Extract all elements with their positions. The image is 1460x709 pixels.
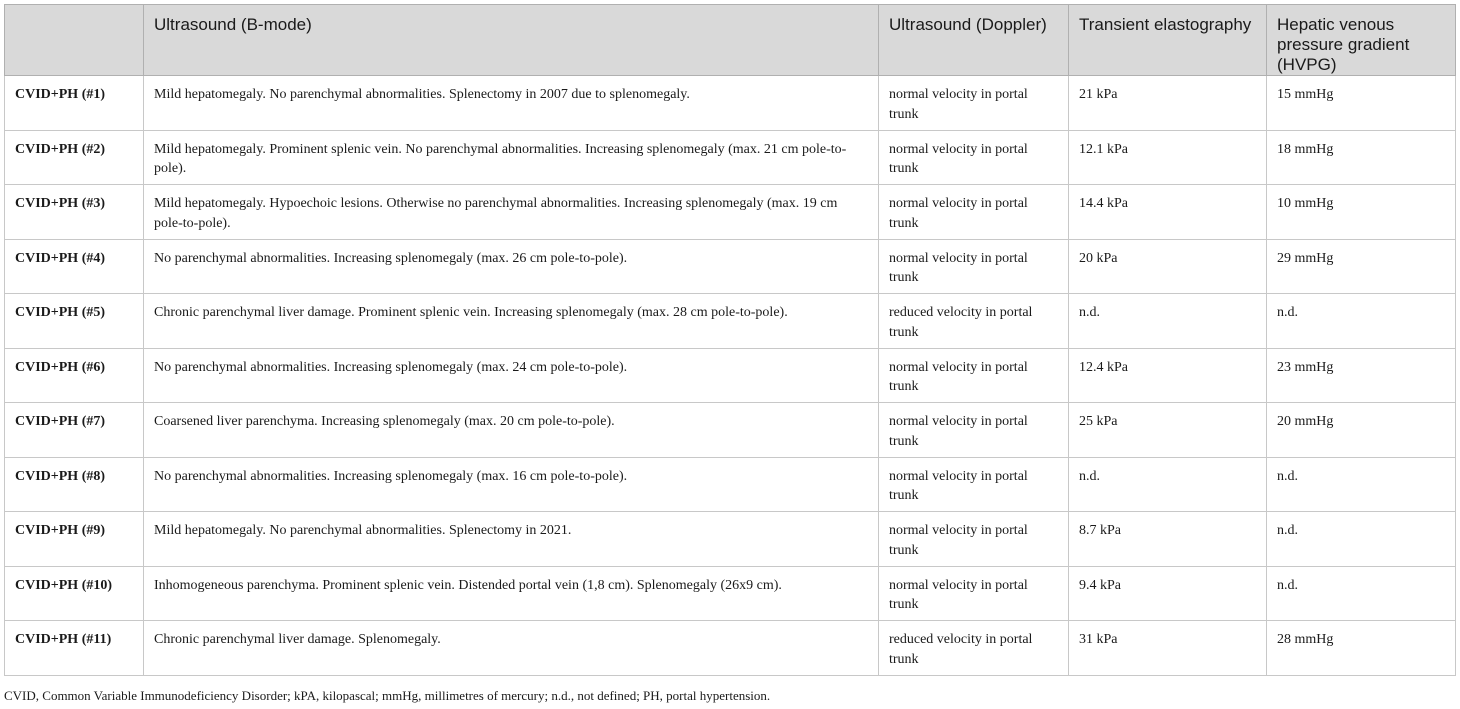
bmode-cell: No parenchymal abnormalities. Increasing splenomegaly (max. 24 cm pole-to-pole). <box>144 348 879 403</box>
table-row <box>5 348 1456 403</box>
table-row <box>5 239 1456 294</box>
bmode-cell: Coarsened liver parenchyma. Increasing splenomegaly (max. 20 cm pole-to-pole). <box>144 403 879 458</box>
row-label: CVID+PH (#1) <box>5 76 144 131</box>
bmode-cell: Mild hepatomegaly. Hypoechoic lesions. Otherwise no parenchymal abnormalities. Increasing splenomegaly (max. 19 cm pole-to-pole). <box>144 185 879 240</box>
doppler-cell: reduced velocity in portal trunk <box>879 294 1069 349</box>
hvpg-cell: n.d. <box>1267 566 1456 621</box>
bmode-cell: No parenchymal abnormalities. Increasing splenomegaly (max. 16 cm pole-to-pole). <box>144 457 879 512</box>
hvpg-cell: 10 mmHg <box>1267 185 1456 240</box>
row-label: CVID+PH (#7) <box>5 403 144 458</box>
hvpg-cell: n.d. <box>1267 457 1456 512</box>
row-label: CVID+PH (#4) <box>5 239 144 294</box>
doppler-cell: normal velocity in portal trunk <box>879 76 1069 131</box>
hvpg-cell: 20 mmHg <box>1267 403 1456 458</box>
row-label: CVID+PH (#6) <box>5 348 144 403</box>
elastography-cell: 14.4 kPa <box>1069 185 1267 240</box>
elastography-cell: 12.4 kPa <box>1069 348 1267 403</box>
bmode-cell: Chronic parenchymal liver damage. Prominent splenic vein. Increasing splenomegaly (max. 28 cm pole-to-pole). <box>144 294 879 349</box>
table-row <box>5 130 1456 185</box>
table-row <box>5 403 1456 458</box>
row-label: CVID+PH (#8) <box>5 457 144 512</box>
bmode-cell: Chronic parenchymal liver damage. Splenomegaly. <box>144 621 879 676</box>
hvpg-cell: n.d. <box>1267 512 1456 567</box>
table-body <box>5 76 1456 676</box>
hvpg-cell: 29 mmHg <box>1267 239 1456 294</box>
elastography-cell: 25 kPa <box>1069 403 1267 458</box>
elastography-cell: 31 kPa <box>1069 621 1267 676</box>
doppler-cell: normal velocity in portal trunk <box>879 239 1069 294</box>
elastography-cell: 21 kPa <box>1069 76 1267 131</box>
table-row <box>5 294 1456 349</box>
table-row <box>5 621 1456 676</box>
header-cell-doppler: Ultrasound (Doppler) <box>879 5 1069 76</box>
bmode-cell: Mild hepatomegaly. Prominent splenic vein. No parenchymal abnormalities. Increasing splenomegaly (max. 21 cm pole-to-pole). <box>144 130 879 185</box>
row-label: CVID+PH (#5) <box>5 294 144 349</box>
bmode-cell: No parenchymal abnormalities. Increasing splenomegaly (max. 26 cm pole-to-pole). <box>144 239 879 294</box>
header-cell-hvpg: Hepatic venous pressure gradient (HVPG) <box>1267 5 1456 76</box>
table-container <box>4 4 1455 676</box>
doppler-cell: normal velocity in portal trunk <box>879 403 1069 458</box>
row-label: CVID+PH (#2) <box>5 130 144 185</box>
table-row <box>5 566 1456 621</box>
row-label: CVID+PH (#11) <box>5 621 144 676</box>
row-label: CVID+PH (#3) <box>5 185 144 240</box>
elastography-cell: 8.7 kPa <box>1069 512 1267 567</box>
table-footnote: CVID, Common Variable Immunodeficiency Disorder; kPA, kilopascal; mmHg, millimetres of mercury; n.d., not defined; PH, portal hypertension. <box>4 688 771 703</box>
findings-table <box>4 4 1456 676</box>
row-label: CVID+PH (#9) <box>5 512 144 567</box>
table-row <box>5 76 1456 131</box>
elastography-cell: 12.1 kPa <box>1069 130 1267 185</box>
bmode-cell: Mild hepatomegaly. No parenchymal abnormalities. Splenectomy in 2007 due to splenomegaly. <box>144 76 879 131</box>
header-cell-bmode: Ultrasound (B-mode) <box>144 5 879 76</box>
doppler-cell: normal velocity in portal trunk <box>879 457 1069 512</box>
hvpg-cell: 23 mmHg <box>1267 348 1456 403</box>
elastography-cell: n.d. <box>1069 294 1267 349</box>
hvpg-cell: 28 mmHg <box>1267 621 1456 676</box>
header-cell-elastography: Transient elastography <box>1069 5 1267 76</box>
hvpg-cell: 15 mmHg <box>1267 76 1456 131</box>
header-cell-patient <box>5 5 144 76</box>
doppler-cell: normal velocity in portal trunk <box>879 130 1069 185</box>
row-label: CVID+PH (#10) <box>5 566 144 621</box>
doppler-cell: reduced velocity in portal trunk <box>879 621 1069 676</box>
table-row <box>5 185 1456 240</box>
hvpg-cell: n.d. <box>1267 294 1456 349</box>
bmode-cell: Mild hepatomegaly. No parenchymal abnormalities. Splenectomy in 2021. <box>144 512 879 567</box>
table-row <box>5 512 1456 567</box>
doppler-cell: normal velocity in portal trunk <box>879 512 1069 567</box>
header-row <box>5 5 1456 76</box>
hvpg-cell: 18 mmHg <box>1267 130 1456 185</box>
table-row <box>5 457 1456 512</box>
doppler-cell: normal velocity in portal trunk <box>879 566 1069 621</box>
elastography-cell: 20 kPa <box>1069 239 1267 294</box>
doppler-cell: normal velocity in portal trunk <box>879 185 1069 240</box>
doppler-cell: normal velocity in portal trunk <box>879 348 1069 403</box>
bmode-cell: Inhomogeneous parenchyma. Prominent splenic vein. Distended portal vein (1,8 cm). Splenomegaly (26x9 cm). <box>144 566 879 621</box>
elastography-cell: 9.4 kPa <box>1069 566 1267 621</box>
elastography-cell: n.d. <box>1069 457 1267 512</box>
